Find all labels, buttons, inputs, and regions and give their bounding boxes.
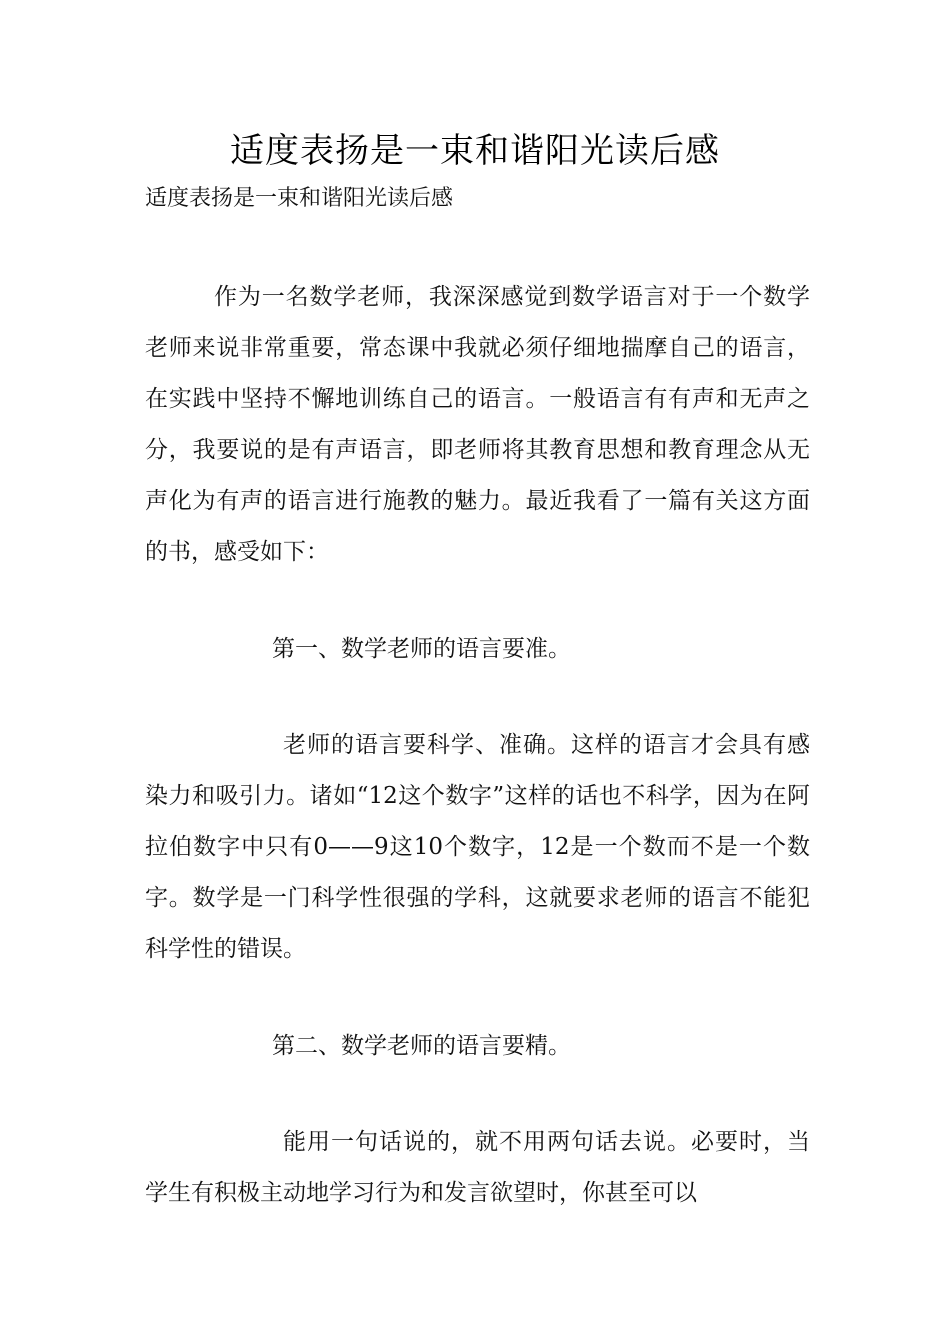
document-subtitle: 适度表扬是一束和谐阳光读后感 — [145, 186, 454, 211]
section-heading-1: 第一、数学老师的语言要准。 — [272, 636, 571, 662]
section-paragraph-2: 能用一句话说的，就不用两句话去说。必要时，当学生有积极主动地学习行为和发言欲望时，你甚至可以 — [145, 1129, 810, 1206]
section-heading-2: 第二、数学老师的语言要精。 — [272, 1033, 571, 1059]
intro-paragraph: 作为一名数学老师，我深深感觉到数学语言对于一个数学老师来说非常重要，常态课中我就必须仔细地揣摩自己的语言，在实践中坚持不懈地训练自己的语言。一般语言有有声和无声之分，我要说的是有声语言，即老师将其教育思想和教育理念从无声化为有声的语言进行施教的魅力。最近我看了一篇有关这方面的书，感受如下： — [145, 284, 810, 565]
document-title: 适度表扬是一束和谐阳光读后感 — [230, 131, 720, 171]
section-paragraph-1: 老师的语言要科学、准确。这样的语言才会具有感染力和吸引力。诸如“12这个数字”这样的话也不科学，因为在阿拉伯数字中只有0——9这10个数字，12是一个数而不是一个数字。数学是一门科学性很强的学科，这就要求老师的语言不能犯科学性的错误。 — [145, 732, 810, 962]
